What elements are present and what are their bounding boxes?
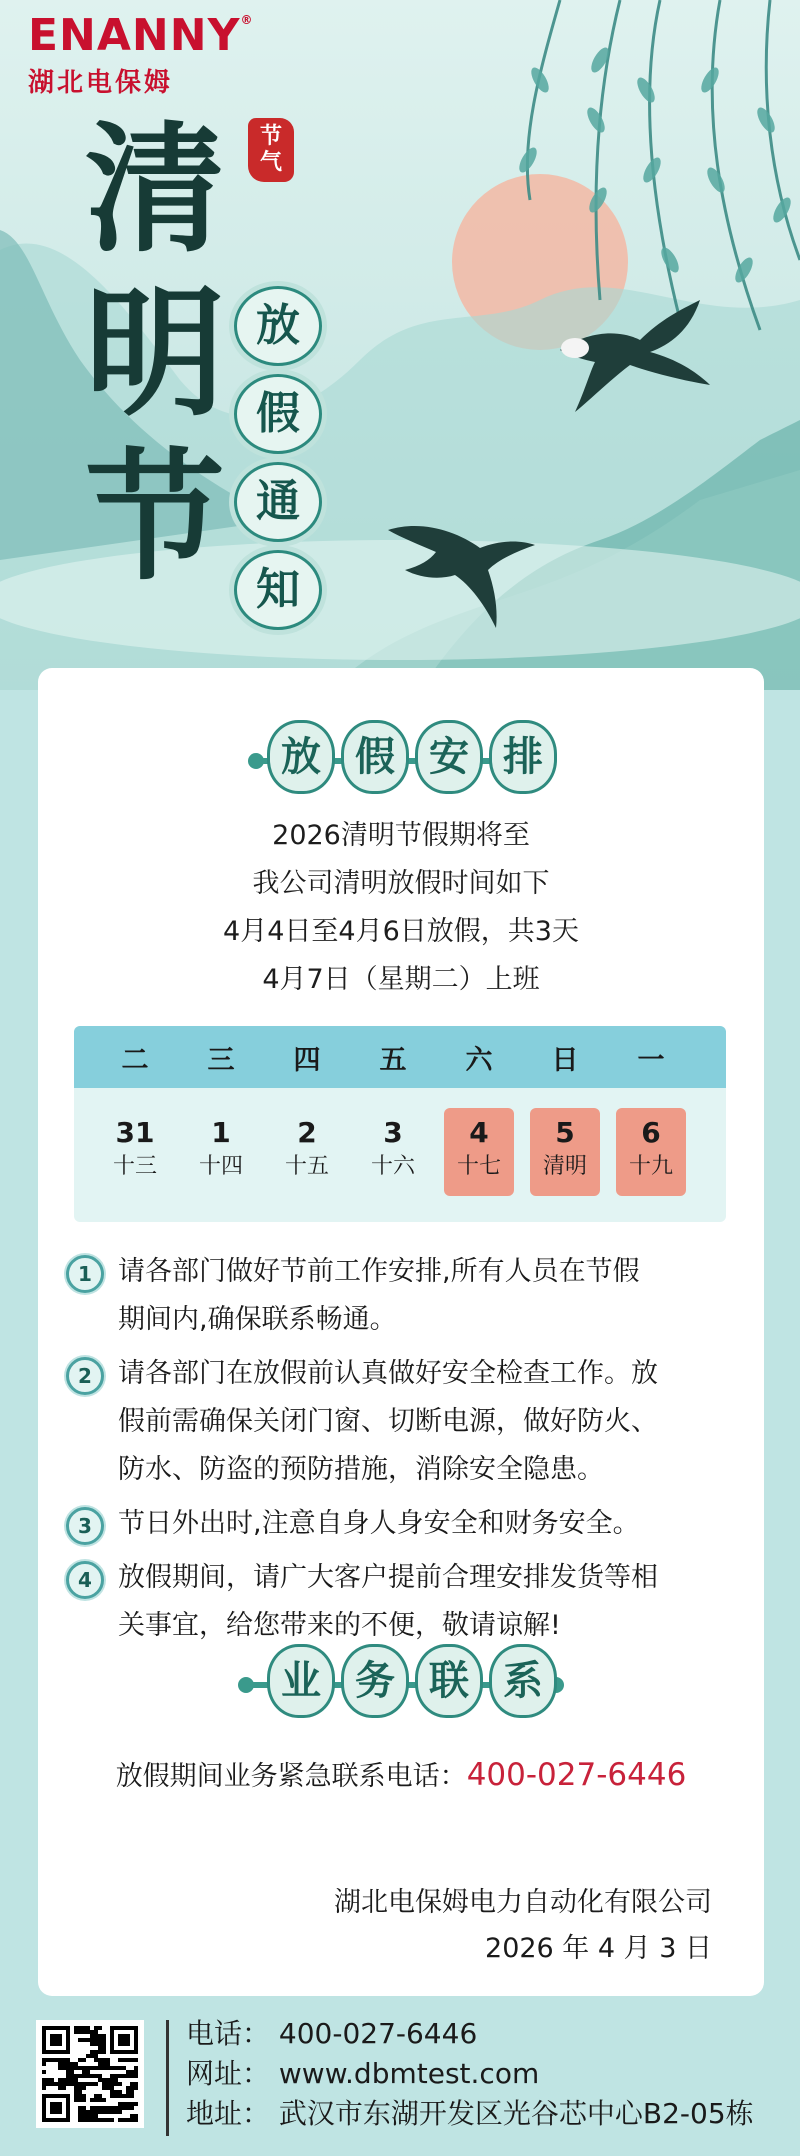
weekday-label: 一 [637,1044,665,1076]
lunar-date: 十四 [198,1154,243,1179]
notice-text [118,1500,640,1548]
emergency-contact [38,1754,764,1793]
notice-char: 假 [234,374,322,454]
calendar-days [74,1088,726,1196]
calendar-day [92,1108,178,1196]
intro-line: 我公司清明放假时间如下 [252,868,550,899]
calendar-day-holiday [608,1108,694,1196]
intro-line: 2026清明节假期将至 [272,820,530,851]
calendar-day-cell [358,1108,428,1196]
notice-line: 放假期间，请广大客户提前合理安排发货等相 [118,1562,658,1593]
notice-line: 请各部门在放假前认真做好安全检查工作。放 [118,1358,658,1389]
notice-list [66,1248,746,1656]
lunar-date: 清明 [542,1154,587,1179]
intro-line: 4月4日至4月6日放假，共3天 [223,916,579,947]
hero-illustration [0,0,800,690]
company-signature [334,1880,712,1972]
brand-name: ENANNY® [28,10,254,61]
brand-name-cn: 湖北电保姆 [28,68,174,98]
holiday-calendar [74,1026,726,1222]
notice-card [38,668,764,1996]
calendar-day [178,1108,264,1196]
notice-text [118,1248,640,1344]
section-char: 排 [489,720,557,794]
calendar-day-cell [444,1108,514,1196]
qr-code-icon [36,2020,144,2128]
intro-line: 4月7日（星期二）上班 [262,964,540,995]
day-number: 5 [555,1116,575,1149]
notice-line: 请各部门做好节前工作安排,所有人员在节假 [118,1256,640,1287]
calendar-day-cell [100,1108,170,1196]
title-char: 节 [84,436,225,600]
day-number: 31 [115,1116,155,1149]
company-logo [28,10,254,99]
notice-item [66,1350,746,1494]
number-badge-icon: 4 [66,1561,104,1599]
notice-char: 放 [234,286,322,366]
weekday-label: 四 [293,1044,321,1076]
notice-char: 通 [234,462,322,542]
notice-line: 关事宜，给您带来的不便，敬请谅解! [118,1610,561,1641]
calendar-day-cell [272,1108,342,1196]
footer-phone: 电话： 400-027-6446 [186,2017,478,2050]
calendar-day [264,1108,350,1196]
day-number: 6 [641,1116,661,1149]
day-number: 1 [211,1116,231,1149]
notice-item [66,1248,746,1344]
section-title-business-contact [38,1644,764,1724]
calendar-day [350,1108,436,1196]
notice-text [118,1350,658,1494]
company-name: 湖北电保姆电力自动化有限公司 [334,1887,712,1918]
lunar-date: 十七 [456,1154,501,1179]
notice-line: 防水、防盗的预防措施，消除安全隐患。 [118,1454,604,1485]
notice-subtitle [234,286,326,638]
notice-char: 知 [234,550,322,630]
footer-contact-info [186,2014,754,2134]
lunar-date: 十三 [112,1154,157,1179]
page-title [70,108,240,600]
calendar-day-holiday [436,1108,522,1196]
calendar-day-cell [616,1108,686,1196]
weekday-label: 六 [465,1044,493,1076]
notice-line: 期间内,确保联系畅通。 [118,1304,397,1335]
weekday-label: 三 [207,1044,235,1076]
weekday-label: 二 [121,1044,149,1076]
number-badge-icon: 2 [66,1357,104,1395]
section-title-holiday-arrangement [38,720,764,800]
section-char: 安 [415,720,483,794]
title-char: 清 [84,108,225,272]
footer [0,2010,800,2156]
section-char: 系 [489,1644,557,1718]
notice-date: 2026 年 4 月 3 日 [485,1933,712,1964]
contact-phone-link[interactable]: 400-027-6446 [466,1757,687,1793]
footer-address: 地址： 武汉市东湖开发区光谷芯中心B2-05栋 [186,2097,754,2130]
notice-line: 节日外出时,注意自身人身安全和财务安全。 [118,1508,640,1539]
notice-item [66,1554,746,1650]
section-char: 放 [267,720,335,794]
lunar-date: 十九 [628,1154,673,1179]
day-number: 4 [469,1116,489,1149]
solar-term-seal: 节 气 [248,118,294,182]
day-number: 2 [297,1116,317,1149]
weekday-label: 日 [551,1044,579,1076]
holiday-intro [38,812,764,1004]
number-badge-icon: 3 [66,1507,104,1545]
contact-label: 放假期间业务紧急联系电话： [115,1761,467,1792]
section-char: 假 [341,720,409,794]
lunar-date: 十五 [284,1154,329,1179]
weekday-label: 五 [379,1044,407,1076]
lunar-date: 十六 [370,1154,415,1179]
calendar-day-cell [530,1108,600,1196]
section-char: 联 [415,1644,483,1718]
notice-item [66,1500,746,1548]
footer-divider [166,2020,169,2136]
section-char: 务 [341,1644,409,1718]
title-char: 明 [84,272,225,436]
notice-text [118,1554,658,1650]
notice-line: 假前需确保关闭门窗、切断电源，做好防火、 [118,1406,658,1437]
calendar-day-cell [186,1108,256,1196]
section-char: 业 [267,1644,335,1718]
day-number: 3 [383,1116,403,1149]
calendar-day-holiday [522,1108,608,1196]
calendar-weekday-header [74,1026,726,1088]
footer-website-link[interactable]: 网址： www.dbmtest.com [186,2057,540,2090]
number-badge-icon: 1 [66,1255,104,1293]
